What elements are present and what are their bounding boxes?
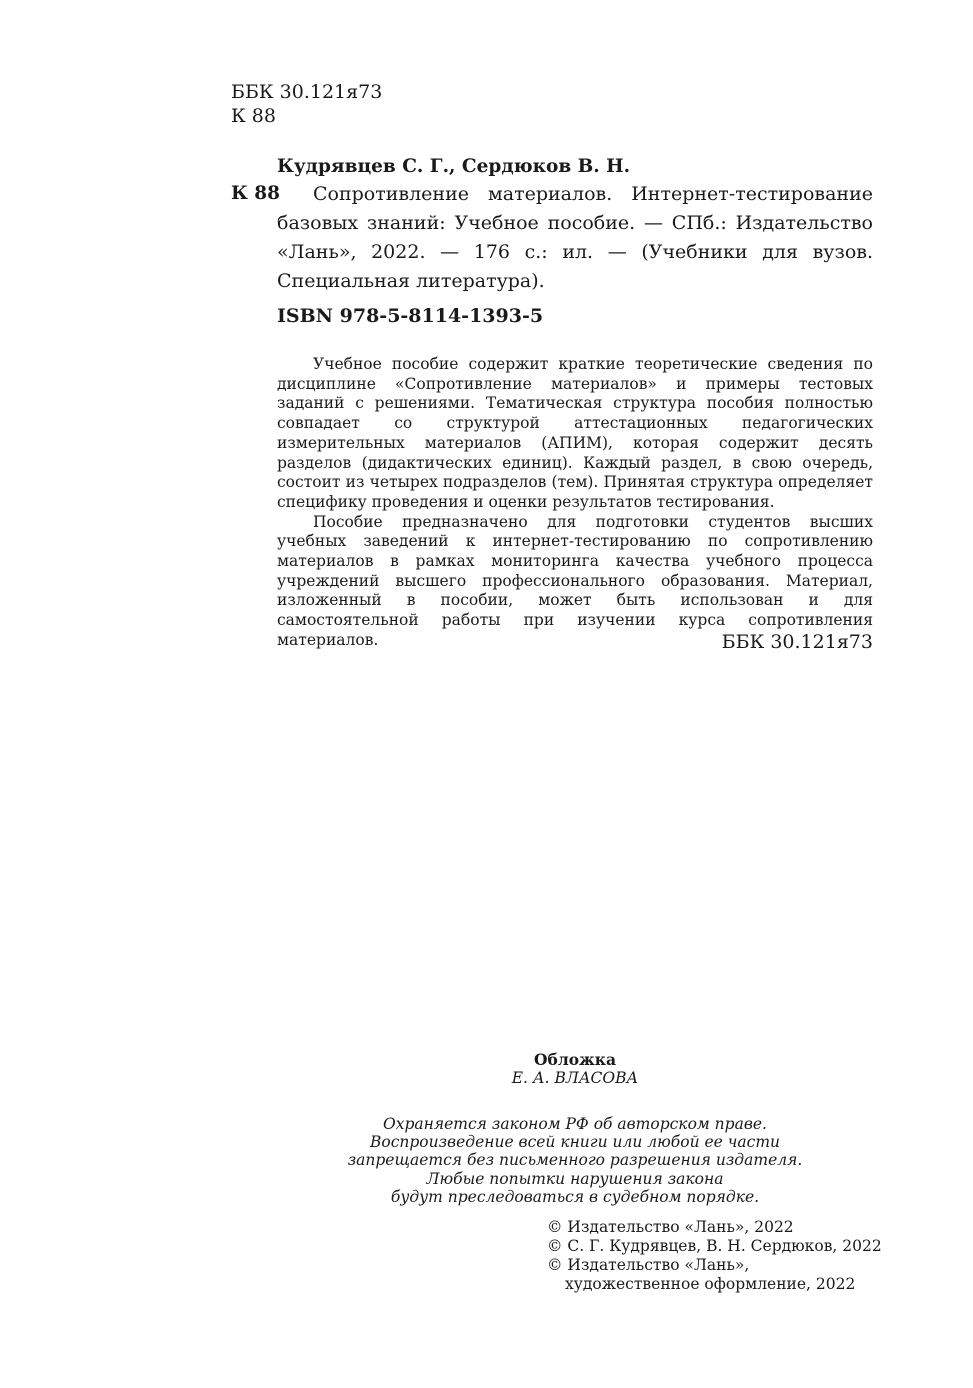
- copyright-holders: [547, 1218, 882, 1294]
- cover-label: Обложка: [534, 1050, 616, 1069]
- bbk-header: [231, 80, 382, 128]
- author-mark: К 88: [231, 105, 276, 127]
- copyright-notice: [0, 1115, 973, 1206]
- copyright-line: © С. Г. Кудрявцев, В. Н. Сердюков, 2022: [547, 1237, 882, 1255]
- legal-line: запрещается без письменного разрешения издателя.: [347, 1151, 803, 1170]
- legal-line: Воспроизведение всей книги или любой ее части: [369, 1133, 781, 1152]
- authors: Кудрявцев С. Г., Сердюков В. Н.: [277, 156, 631, 177]
- bbk-code: ББК 30.121я73: [231, 81, 383, 103]
- cover-credit: [0, 1051, 973, 1087]
- cover-designer: Е. А. ВЛАСОВА: [511, 1069, 639, 1087]
- isbn: ISBN 978-5-8114-1393-5: [277, 305, 544, 327]
- bibliographic-description: Сопротивление материалов. Интернет-тестирование базовых знаний: Учебное пособие. — СПб.: Издательство «Лань», 2022. — 176 с.: ил. — (Учебники для вузов. Специальная литература).: [277, 183, 873, 292]
- bbk-footer-code: ББК 30.121я73: [721, 631, 873, 653]
- legal-line: Любые попытки нарушения закона: [426, 1169, 724, 1188]
- annotation-paragraph: Пособие предназначено для подготовки студентов высших учебных заведений к интернет-тестированию по сопротивлению материалов в рамках мониторинга качества учебного процесса учреждений высшего профессионального образования. Материал, изложенный в пособии, может быть использован и для самостоятельной работы при изучении курса сопротивления материалов.: [277, 512, 873, 649]
- legal-line: будут преследоваться в судебном порядке.: [390, 1187, 760, 1206]
- copyright-line: © Издательство «Лань», 2022: [547, 1218, 794, 1236]
- author-code: К 88: [231, 183, 281, 204]
- copyright-line: © Издательство «Лань»,: [547, 1256, 750, 1274]
- annotation: [277, 355, 873, 651]
- legal-line: Охраняется законом РФ об авторском праве.: [383, 1115, 767, 1133]
- annotation-paragraph: Учебное пособие содержит краткие теоретические сведения по дисциплине «Сопротивление материалов» и примеры тестовых заданий с решениями. Тематическая структура пособия полностью совпадает со структурой аттестационных педагогических измерительных материалов (АПИМ), которая содержит десять разделов (дидактических единиц). Каждый раздел, в свою очередь, состоит из четырех подразделов (тем). Принятая структура определяет специфику проведения и оценки результатов тестирования.: [277, 355, 873, 511]
- copyright-line: художественное оформление, 2022: [565, 1275, 856, 1293]
